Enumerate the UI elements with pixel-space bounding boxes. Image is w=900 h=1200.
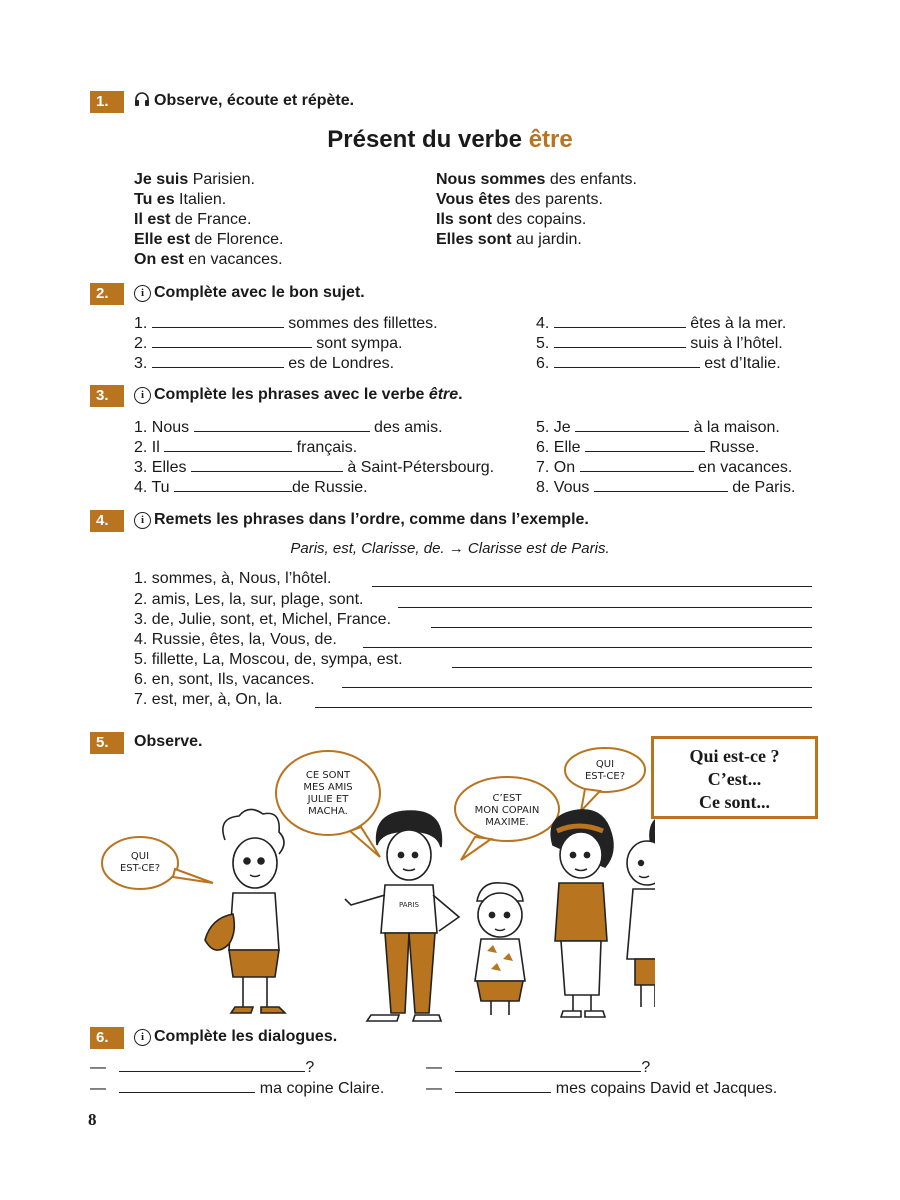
bubble-text: JULIE ET bbox=[307, 794, 349, 805]
grammar-line: Qui est-ce ? bbox=[689, 746, 780, 766]
ex4-item: 6. en, sont, Ils, vacances. bbox=[134, 671, 315, 688]
answer-blank[interactable] bbox=[554, 354, 700, 368]
conj-row: Il est de France. bbox=[134, 211, 252, 228]
speech-bubble-copain bbox=[455, 777, 559, 860]
exercise-6-badge: 6. bbox=[90, 1027, 124, 1049]
ex2-item: 6. est d’Italie. bbox=[536, 355, 781, 372]
answer-blank[interactable] bbox=[554, 334, 686, 348]
exercise-1-badge: 1. bbox=[90, 91, 124, 113]
answer-line[interactable] bbox=[315, 707, 812, 708]
page-title bbox=[0, 126, 900, 154]
answer-line[interactable] bbox=[398, 607, 812, 608]
answer-blank[interactable] bbox=[594, 478, 728, 492]
info-icon: i bbox=[134, 285, 151, 302]
exercise-3-badge: 3. bbox=[90, 385, 124, 407]
answer-blank[interactable] bbox=[455, 1058, 641, 1072]
conj-row: Ils sont des copains. bbox=[436, 211, 587, 228]
page-number: 8 bbox=[88, 1110, 97, 1129]
answer-blank[interactable] bbox=[554, 314, 686, 328]
dialogue-line: — ? bbox=[90, 1059, 315, 1076]
bubble-text: MAXIME. bbox=[485, 817, 529, 828]
answer-blank[interactable] bbox=[191, 458, 343, 472]
answer-blank[interactable] bbox=[580, 458, 694, 472]
ex3-item: 1. Nous des amis. bbox=[134, 419, 443, 436]
ex2-item: 3. es de Londres. bbox=[134, 355, 395, 372]
conjugation-left bbox=[134, 170, 283, 270]
ex4-item: 5. fillette, La, Moscou, de, sympa, est. bbox=[134, 651, 403, 668]
answer-line[interactable] bbox=[342, 687, 812, 688]
ex3-item: 6. Elle Russe. bbox=[536, 439, 760, 456]
bubble-text: MES AMIS bbox=[303, 782, 353, 793]
answer-blank[interactable] bbox=[152, 334, 312, 348]
bubble-text: QUI bbox=[130, 851, 150, 862]
ex3-item: 5. Je à la maison. bbox=[536, 419, 780, 436]
answer-blank[interactable] bbox=[152, 354, 284, 368]
answer-line[interactable] bbox=[431, 627, 812, 628]
speech-bubble-left bbox=[102, 837, 213, 889]
headphones-icon bbox=[134, 92, 150, 106]
bubble-text: EST-CE? bbox=[584, 771, 626, 782]
conj-row: Nous sommes des enfants. bbox=[436, 171, 637, 188]
grammar-line: C’est... bbox=[707, 769, 762, 789]
exercise-5-instruction: Observe. bbox=[134, 733, 203, 750]
ex3-item: 8. Vous de Paris. bbox=[536, 479, 796, 496]
exercise-4-badge: 4. bbox=[90, 510, 124, 532]
conjugation-right bbox=[436, 170, 637, 250]
bubble-text: C’EST bbox=[492, 793, 522, 804]
speech-bubble-macha bbox=[276, 751, 380, 857]
girl-ponytail-figure bbox=[627, 793, 655, 1007]
answer-line[interactable] bbox=[372, 586, 812, 587]
shirt-text: PARIS bbox=[399, 901, 419, 909]
dialogue-line: — ma copine Claire. bbox=[90, 1080, 385, 1097]
exercise-2-instruction: i Complète avec le bon sujet. bbox=[134, 284, 365, 302]
ex4-item: 4. Russie, êtes, la, Vous, de. bbox=[134, 631, 337, 648]
answer-blank[interactable] bbox=[174, 478, 292, 492]
boy-figure bbox=[205, 809, 285, 1013]
exercise-3-instruction: i Complète les phrases avec le verbe être. bbox=[134, 386, 463, 404]
ex2-item: 4. êtes à la mer. bbox=[536, 315, 787, 332]
grammar-box bbox=[651, 736, 818, 819]
ex2-item: 2. sont sympa. bbox=[134, 335, 403, 352]
title-main: Présent du verbe bbox=[327, 126, 529, 153]
bubble-text: EST-CE? bbox=[119, 863, 161, 874]
exercise-1-instruction-text: Observe, écoute et répète. bbox=[154, 92, 355, 109]
dialogue-line: — ? bbox=[426, 1059, 651, 1076]
answer-line[interactable] bbox=[452, 667, 812, 668]
conj-row: Vous êtes des parents. bbox=[436, 191, 603, 208]
info-icon: i bbox=[134, 512, 151, 529]
ex3-item: 2. Il français. bbox=[134, 439, 358, 456]
answer-line[interactable] bbox=[363, 647, 812, 648]
bubble-text: MACHA. bbox=[308, 806, 348, 817]
answer-blank[interactable] bbox=[585, 438, 705, 452]
conj-row: Je suis Parisien. bbox=[134, 171, 255, 188]
conj-row: On est en vacances. bbox=[134, 251, 283, 268]
speech-bubble-right bbox=[565, 748, 645, 811]
title-accent: être bbox=[528, 126, 573, 153]
grammar-line: Ce sont... bbox=[699, 792, 770, 812]
answer-blank[interactable] bbox=[119, 1079, 255, 1093]
ex4-item: 2. amis, Les, la, sur, plage, sont. bbox=[134, 591, 364, 608]
answer-blank[interactable] bbox=[119, 1058, 305, 1072]
ex2-item: 1. sommes des fillettes. bbox=[134, 315, 438, 332]
ex3-item: 4. Tu de Russie. bbox=[134, 479, 368, 496]
exercise-4-instruction: i Remets les phrases dans l’ordre, comme dans l’exemple. bbox=[134, 511, 589, 529]
answer-blank[interactable] bbox=[194, 418, 370, 432]
exercise-2-badge: 2. bbox=[90, 283, 124, 305]
info-icon: i bbox=[134, 1029, 151, 1046]
ex4-item: 3. de, Julie, sont, et, Michel, France. bbox=[134, 611, 392, 628]
exercise-6-instruction: i Complète les dialogues. bbox=[134, 1028, 337, 1046]
dialogue-line: — mes copains David et Jacques. bbox=[426, 1080, 778, 1097]
ex3-item: 7. On en vacances. bbox=[536, 459, 793, 476]
bubble-text: CE SONT bbox=[305, 770, 351, 781]
girl-julie-figure bbox=[551, 810, 613, 1017]
answer-blank[interactable] bbox=[575, 418, 689, 432]
ex2-item: 5. suis à l’hôtel. bbox=[536, 335, 783, 352]
conj-row: Elle est de Florence. bbox=[134, 231, 284, 248]
answer-blank[interactable] bbox=[455, 1079, 551, 1093]
conj-row: Tu es Italien. bbox=[134, 191, 227, 208]
ex4-item: 7. est, mer, à, On, la. bbox=[134, 691, 283, 708]
ex4-item: 1. sommes, à, Nous, l’hôtel. bbox=[134, 570, 332, 587]
ex3-item: 3. Elles à Saint-Pétersbourg. bbox=[134, 459, 495, 476]
conj-row: Elles sont au jardin. bbox=[436, 231, 582, 248]
exercise-5-badge: 5. bbox=[90, 732, 124, 754]
bubble-text: QUI bbox=[595, 759, 615, 770]
answer-blank[interactable] bbox=[152, 314, 284, 328]
bubble-text: MON COPAIN bbox=[474, 805, 540, 816]
boy-maxime-figure bbox=[475, 883, 525, 1015]
info-icon: i bbox=[134, 387, 151, 404]
exercise-1-instruction bbox=[134, 92, 354, 110]
ex4-example: Paris, est, Clarisse, de. → Clarisse est de Paris. bbox=[290, 540, 610, 557]
kids-illustration bbox=[95, 745, 655, 1030]
answer-blank[interactable] bbox=[164, 438, 292, 452]
